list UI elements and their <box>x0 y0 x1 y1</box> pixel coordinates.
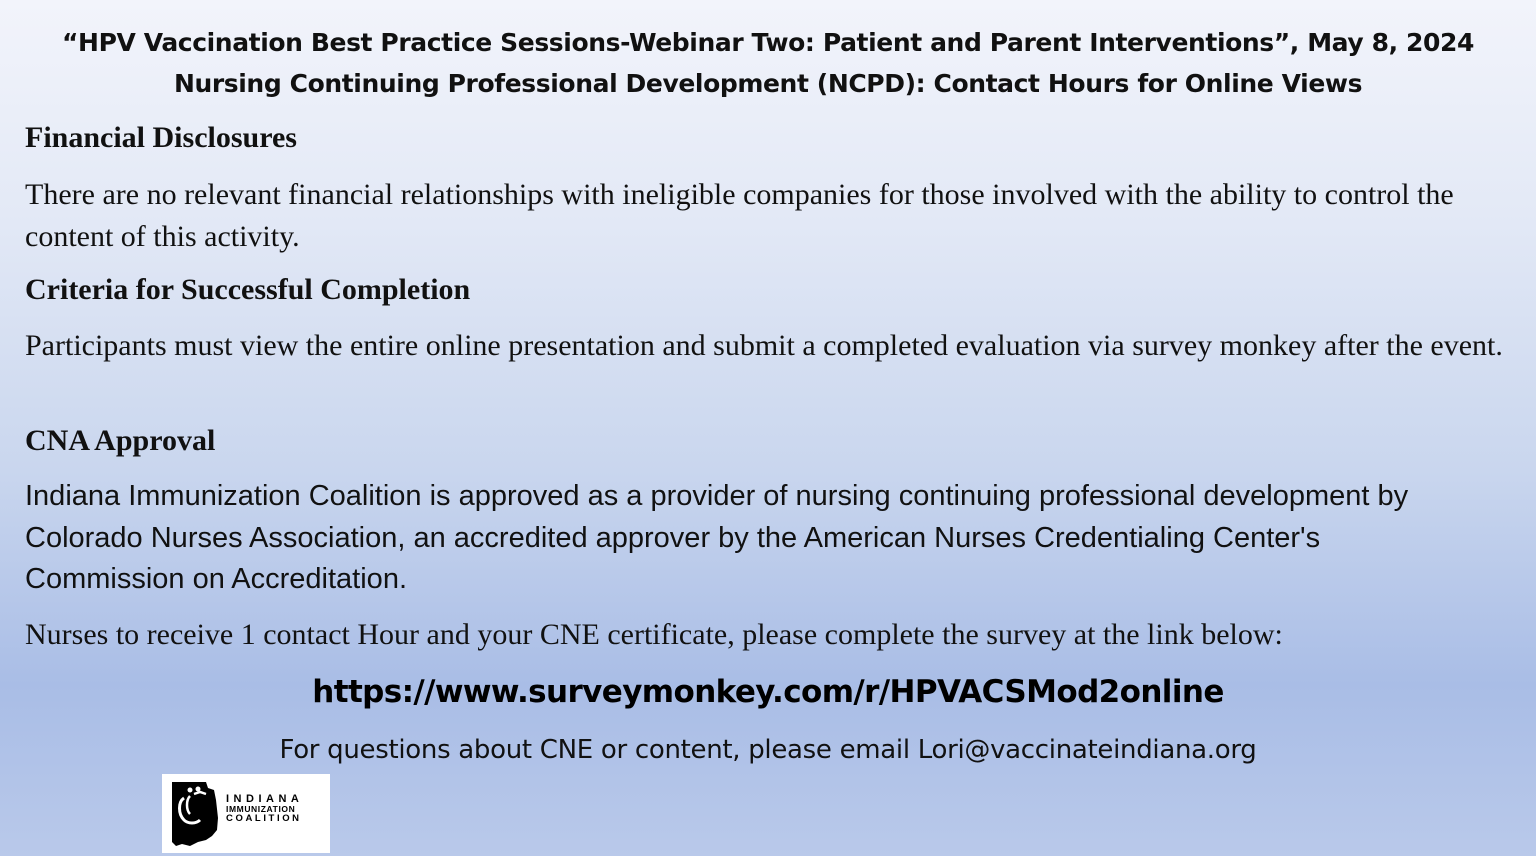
logo-text-line2: IMMUNIZATION <box>226 804 296 814</box>
indiana-state-logo-icon <box>168 778 222 850</box>
coalition-logo <box>162 774 330 853</box>
page-subtitle: Nursing Continuing Professional Development (NCPD): Contact Hours for Online Views <box>173 69 1363 98</box>
logo-wordmark <box>226 794 303 824</box>
contact-line: For questions about CNE or content, please email Lori@vaccinateindiana.org <box>279 735 1257 765</box>
cna-approval-heading: CNA Approval <box>25 424 216 457</box>
survey-link[interactable]: https://www.surveymonkey.com/r/HPVACSMod2online <box>312 674 1224 710</box>
financial-disclosures-heading: Financial Disclosures <box>25 121 297 154</box>
logo-text-line3: COALITION <box>226 813 302 824</box>
completion-criteria-heading: Criteria for Successful Completion <box>25 273 471 306</box>
logo-text-line1: INDIANA <box>226 793 304 805</box>
financial-disclosures-text: There are no relevant financial relationships with ineligible companies for those involved with the ability to control the content of this activity. <box>25 178 1454 253</box>
instructions-text: Nurses to receive 1 contact Hour and your CNE certificate, please complete the survey at the link below: <box>25 618 1283 651</box>
page-title: “HPV Vaccination Best Practice Sessions-Webinar Two: Patient and Parent Interventions”, May 8, 2024 <box>62 28 1474 57</box>
completion-criteria-text: Participants must view the entire online presentation and submit a completed evaluation via survey monkey after the event. <box>25 329 1503 362</box>
cna-approval-text: Indiana Immunization Coalition is approved as a provider of nursing continuing professional development by Colorado Nurses Association, an accredited approver by the American Nurses Credentialing Center's Commission on Accreditation. <box>25 480 1409 595</box>
